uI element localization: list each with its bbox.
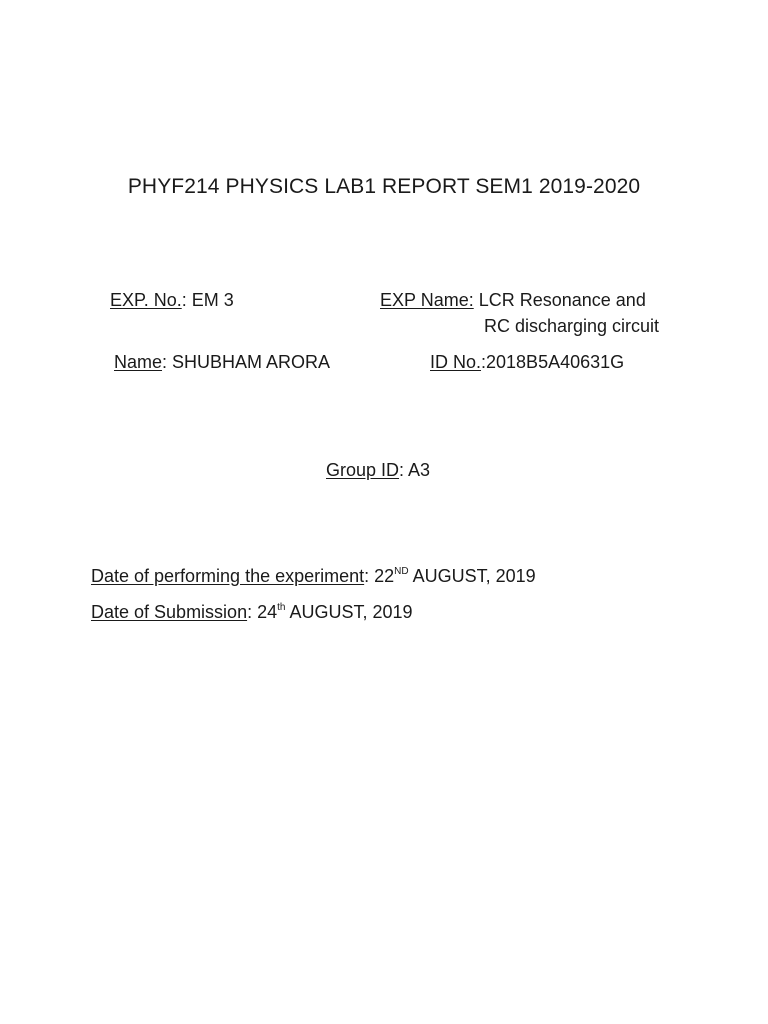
date-submission-label: Date of Submission (91, 602, 248, 622)
student-name-line (114, 351, 330, 373)
id-no-value: :2018B5A40631G (481, 352, 625, 372)
report-title: PHYF214 PHYSICS LAB1 REPORT SEM1 2019-2020 (127, 175, 641, 198)
date-performed-line (91, 565, 536, 587)
date-submission-value-sup: th (277, 602, 286, 613)
exp-name-value-line1: LCR Resonance and (473, 290, 646, 310)
exp-no-line (110, 289, 234, 311)
id-no-line (430, 351, 624, 373)
student-name-label: Name (114, 352, 163, 372)
date-performed-label: Date of performing the experiment (91, 566, 365, 586)
date-submission-line (91, 601, 413, 623)
student-name-value: : SHUBHAM ARORA (162, 352, 331, 372)
date-submission-value-prefix: : 24 (247, 602, 278, 622)
group-id-label: Group ID (326, 460, 400, 480)
exp-no-label: EXP. No. (110, 290, 182, 310)
exp-no-value: : EM 3 (181, 290, 234, 310)
exp-name-label: EXP Name: (380, 290, 474, 310)
date-performed-value-prefix: : 22 (364, 566, 395, 586)
exp-name-line (380, 289, 646, 311)
id-no-label: ID No. (430, 352, 482, 372)
date-performed-value-sup: ND (394, 566, 409, 577)
date-performed-value-suffix: AUGUST, 2019 (408, 566, 536, 586)
group-id-line (326, 459, 430, 481)
date-submission-value-suffix: AUGUST, 2019 (285, 602, 413, 622)
group-id-value: : A3 (399, 460, 431, 480)
exp-name-value-line2: RC discharging circuit (484, 316, 660, 336)
